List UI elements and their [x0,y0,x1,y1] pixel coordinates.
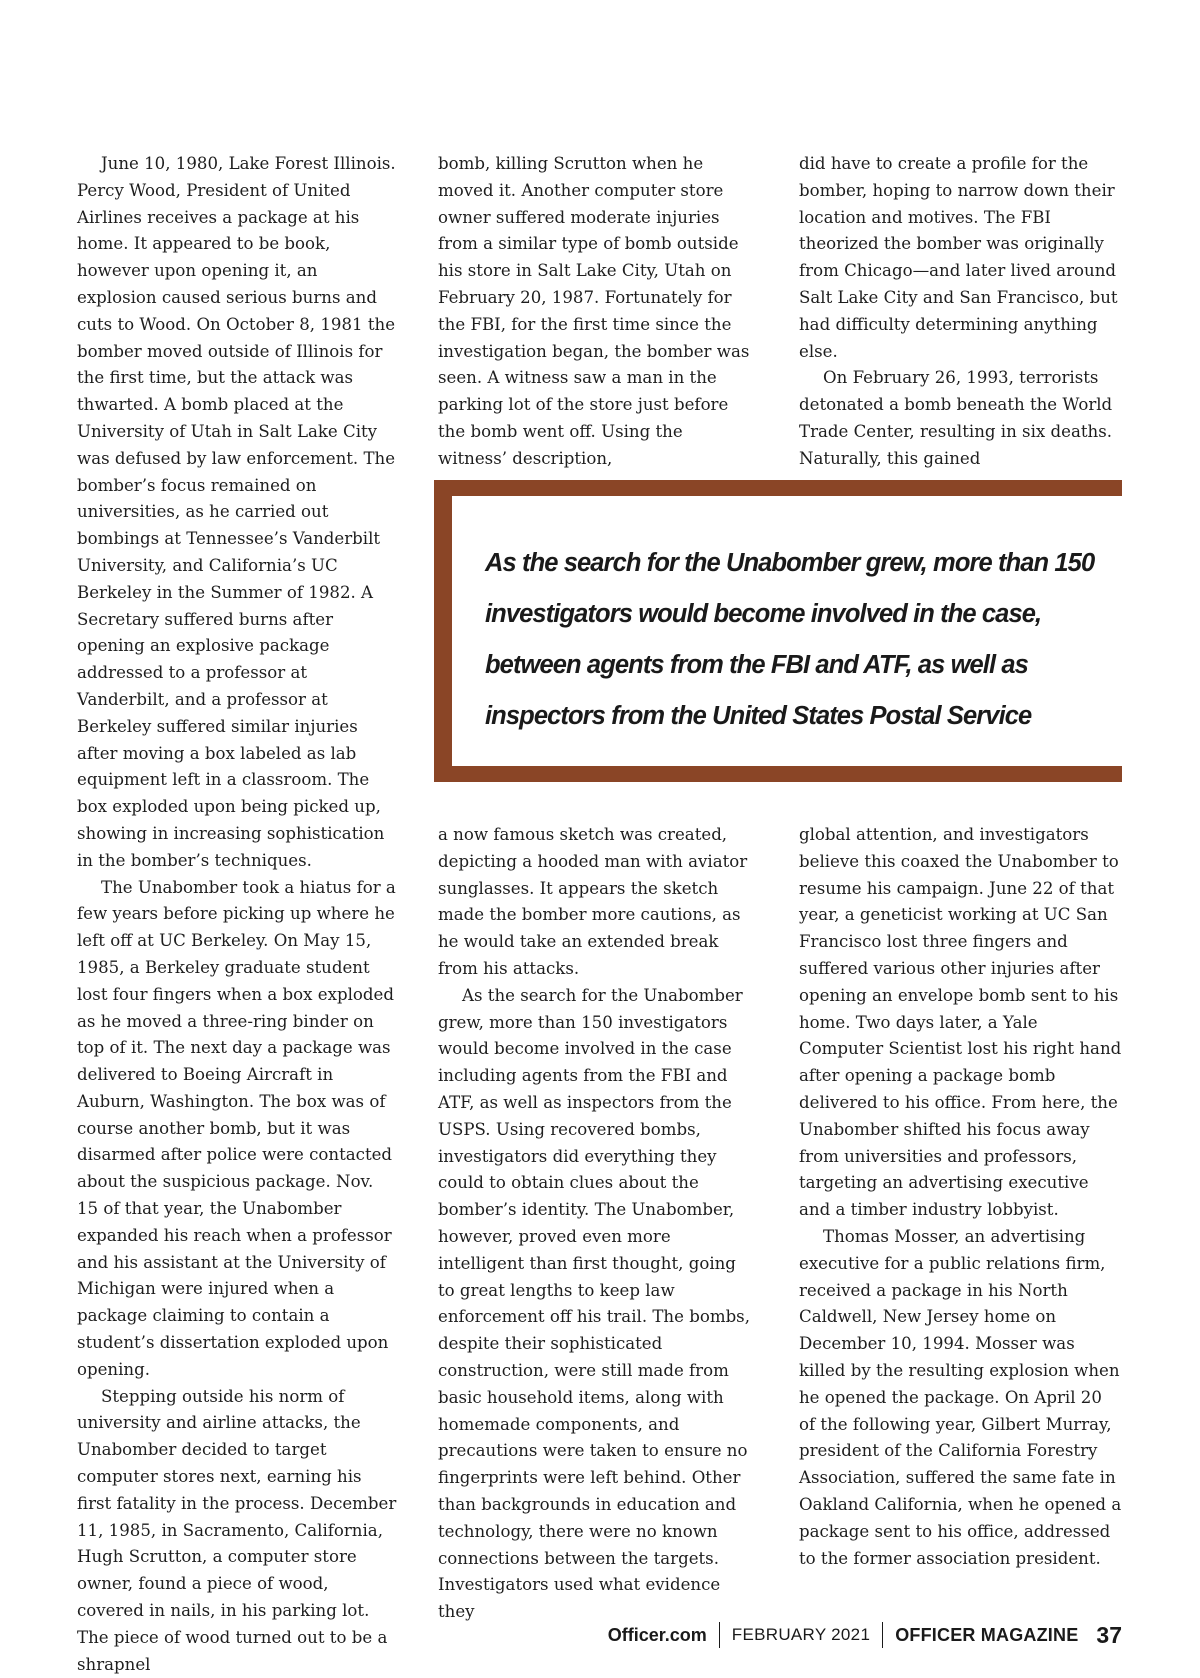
paragraph: On February 26, 1993, terrorists detonated a bomb beneath the World Trade Center, resulting in six deaths. Naturally, this gained [799,368,1113,468]
article-column-2-top [438,151,756,473]
pull-quote-text: As the search for the Unabomber grew, more than 150 investigators would become involved in the case, between agents from the FBI and ATF, as well as inspectors from the United States Postal Service [485,549,1095,730]
footer-site-link[interactable]: Officer.com [607,1624,707,1645]
page-footer [608,1620,1122,1650]
paragraph: As the search for the Unabomber grew, more than 150 investigators would become involved in the case including agents from the FBI and ATF, as well as inspectors from the USPS. Using recovered bombs, investigators did everything they could to obtain clues about the bomber’s identity. The Unabomber, however, proved even more intelligent than first thought, going to great lengths to keep law enforcement off his trail. The bombs, despite their sophisticated construction, were still made from basic household items, along with homemade components, and precautions were taken to ensure no fingerprints were left behind. Other than backgrounds in education and technology, there were no known connections between the targets. Investigators used what evidence they [438,985,750,1622]
article-column-3-bottom [799,822,1123,1572]
pull-quote-box [434,480,1122,782]
paragraph: The Unabomber took a hiatus for a few years before picking up where he left off at UC Berkeley. On May 15, 1985, a Berkeley graduate student lost four fingers when a box exploded as he moved a three-ring binder on top of it. The next day a package was delivered to Boeing Aircraft in Auburn, Washington. The box was of course another bomb, but it was disarmed after police were contacted about the suspicious package. Nov. 15 of that year, the Unabomber expanded his reach when a professor and his assistant at the University of Michigan were injured when a package claiming to contain a student’s dissertation exploded upon opening. [77,877,396,1379]
paragraph: Stepping outside his norm of university and airline attacks, the Unabomber decided to target computer stores next, earning his first fatality in the process. December 11, 1985, in Sacramento, California, Hugh Scrutton, a computer store owner, found a piece of wood, covered in nails, in his parking lot. The piece of wood turned out to be a shrapnel [77,1386,397,1674]
page-number: 37 [1096,1621,1122,1648]
paragraph: a now famous sketch was created, depicting a hooded man with aviator sunglasses. It appears the sketch made the bomber more cautions, as he would take an extended break from his attacks. [438,825,748,978]
paragraph: bomb, killing Scrutton when he moved it. Another computer store owner suffered moderate injuries from a similar type of bomb outside his store in Salt Lake City, Utah on February 20, 1987. Fortunately for the FBI, for the first time since the investigation began, the bomber was seen. A witness saw a man in the parking lot of the store just before the bomb went off. Using the witness’ description, [438,154,750,468]
article-column-1 [77,151,399,1678]
article-column-3-top [799,151,1123,473]
footer-date: FEBRUARY 2021 [731,1625,871,1644]
paragraph: did have to create a profile for the bomber, hoping to narrow down their location and motives. The FBI theorized the bomber was originally from Chicago—and later lived around Salt Lake City and San Francisco, but had difficulty determining anything else. [799,154,1118,361]
paragraph: Thomas Mosser, an advertising executive for a public relations firm, received a package in his North Caldwell, New Jersey home on December 10, 1994. Mosser was killed by the resulting explosion when he opened the package. On April 20 of the following year, Gilbert Murray, president of the California Forestry Association, suffered the same fate in Oakland California, when he opened a package sent to his office, addressed to the former association president. [799,1226,1122,1568]
footer-divider [719,1622,720,1648]
article-column-2-bottom [438,822,756,1626]
paragraph: global attention, and investigators believe this coaxed the Unabomber to resume his campaign. June 22 of that year, a geneticist working at UC San Francisco lost three fingers and suffered various other injuries after opening an envelope bomb sent to his home. Two days later, a Yale Computer Scientist lost his right hand after opening a package bomb delivered to his office. From here, the Unabomber shifted his focus away from universities and professors, targeting an advertising executive and a timber industry lobbyist. [799,825,1122,1220]
pull-quote-inner [452,496,1122,766]
paragraph: June 10, 1980, Lake Forest Illinois. Percy Wood, President of United Airlines receives a package at his home. It appeared to be book, however upon opening it, an explosion caused serious burns and cuts to Wood. On October 8, 1981 the bomber moved outside of Illinois for the first time, but the attack was thwarted. A bomb placed at the University of Utah in Salt Lake City was defused by law enforcement. The bomber’s focus remained on universities, as he carried out bombings at Tennessee’s Vanderbilt University, and California’s UC Berkeley in the Summer of 1982. A Secretary suffered burns after opening an explosive package addressed to a professor at Vanderbilt, and a professor at Berkeley suffered similar injuries after moving a box labeled as lab equipment left in a classroom. The box exploded upon being picked up, showing in increasing sophistication in the bomber’s techniques. [77,154,396,870]
footer-magazine-name: OFFICER MAGAZINE [895,1624,1079,1645]
footer-divider [882,1622,883,1648]
